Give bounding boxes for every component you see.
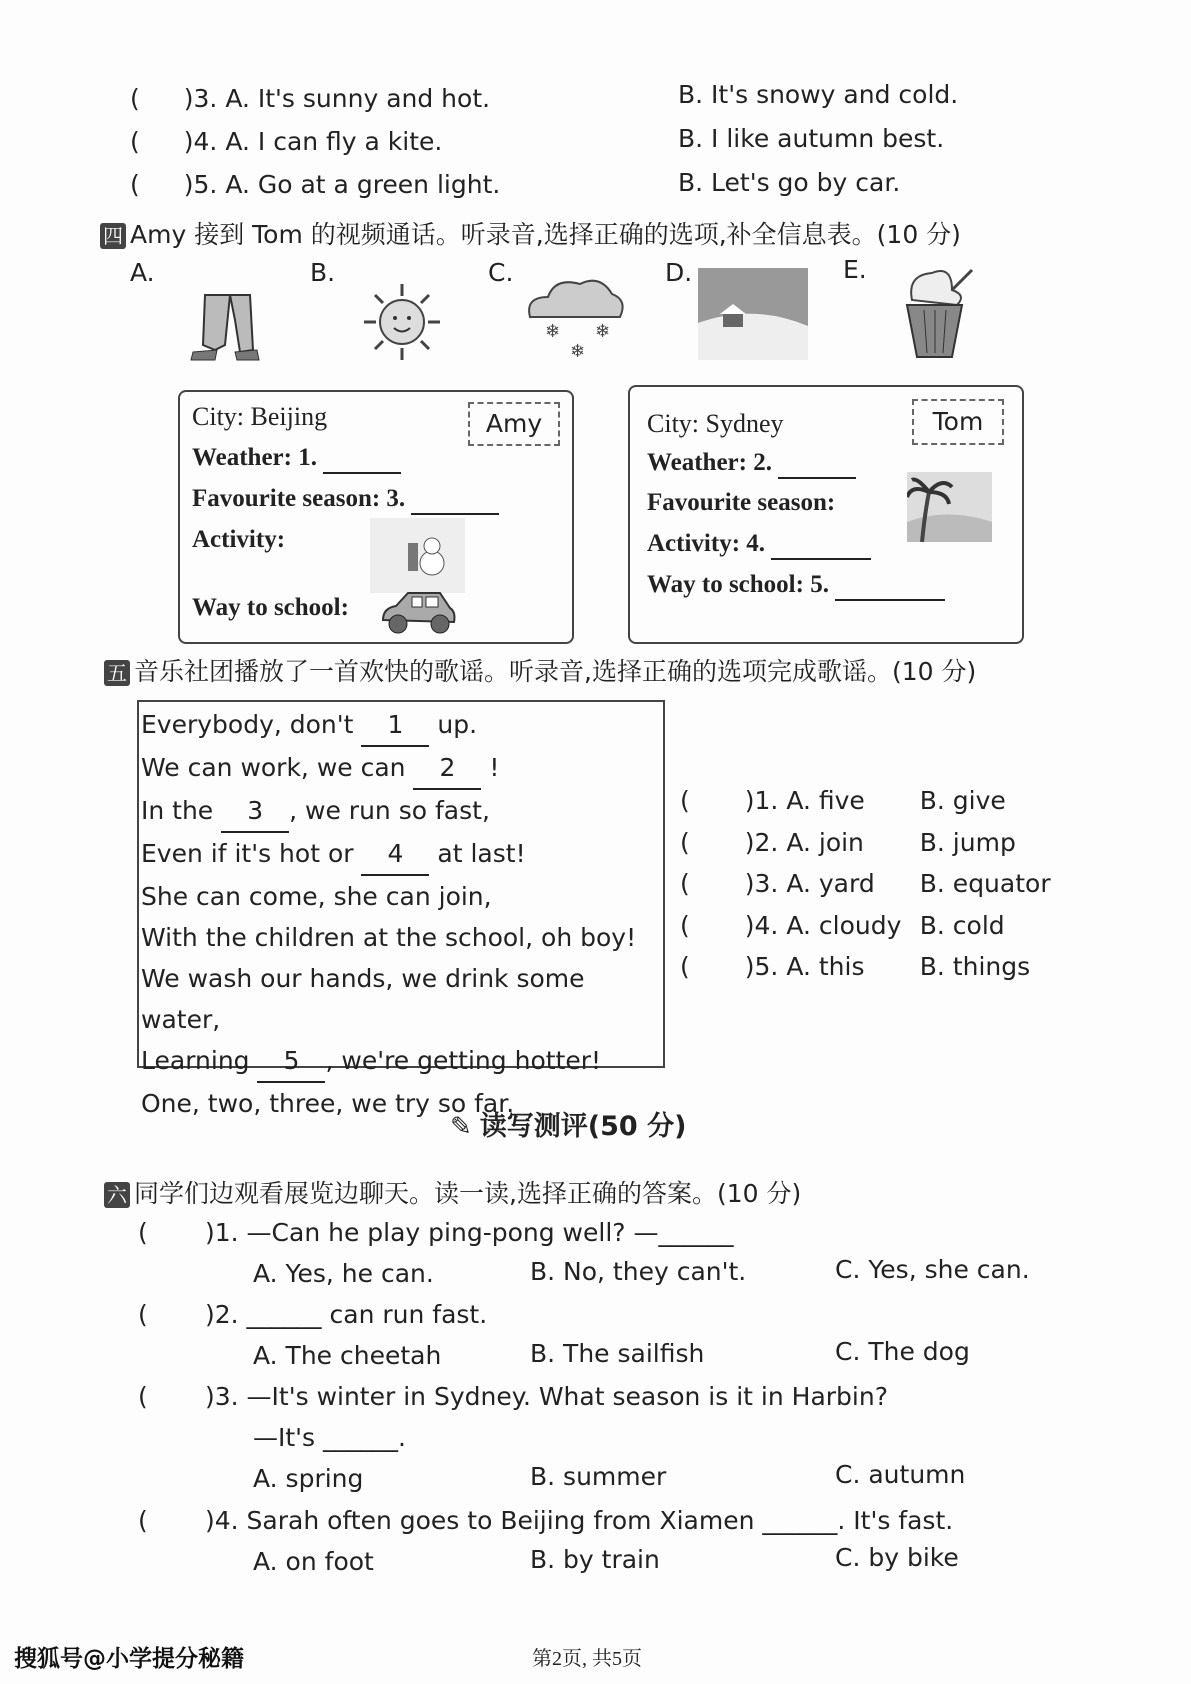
section-title: 四 Amy 接到 Tom 的视频通话。听录音,选择正确的选项,补全信息表。(10 分) — [100, 215, 961, 251]
song-line: We can work, we can 2 ! — [141, 747, 663, 790]
beach-palm-picture — [907, 472, 992, 542]
option-row: ( )1. A. five B. give — [680, 786, 1006, 815]
song-line: Learning 5 , we're getting hotter! — [141, 1040, 663, 1083]
option-a: A. spring — [253, 1464, 364, 1493]
name-tag: Amy — [468, 402, 560, 446]
song-line: We wash our hands, we drink some water, — [141, 964, 585, 1034]
blank: 5 — [257, 1040, 325, 1083]
song-line: In the 3 , we run so fast, — [141, 790, 663, 833]
option-c: C. Yes, she can. — [835, 1255, 1030, 1284]
city: City: Sydney — [647, 409, 784, 438]
answer-paren[interactable]: ( — [138, 1382, 148, 1411]
reading-writing-heading: ✎ 读写测评(50 分) — [450, 1111, 687, 1142]
option-row: ( )3. A. yard B. equator — [680, 869, 1051, 898]
option-c: C. The dog — [835, 1337, 970, 1366]
option-b: B. It's snowy and cold. — [678, 80, 959, 109]
answer-paren[interactable]: ( — [138, 1218, 148, 1247]
question-text: —It's ______. — [253, 1423, 406, 1452]
snowy-landscape-icon — [698, 268, 808, 360]
answer-paren[interactable]: ( — [138, 1506, 148, 1535]
option-a: A. Yes, he can. — [253, 1259, 434, 1288]
letter-d: D. — [665, 258, 693, 287]
option-a: A. on foot — [253, 1547, 374, 1576]
watermark: 搜狐号@小学提分秘籍 — [14, 1646, 244, 1672]
letter-b: B. — [310, 258, 336, 287]
option-b: B. I like autumn best. — [678, 124, 945, 153]
svg-text:❄: ❄ — [545, 321, 561, 342]
option-row: ( )5. A. this B. things — [680, 952, 1031, 981]
part3-row: ( )5. A. Go at a green light. — [130, 170, 501, 199]
trousers-icon — [185, 290, 265, 365]
part3-row: ( )4. A. I can fly a kite. — [130, 127, 443, 156]
song-line: She can come, she can join, — [141, 882, 492, 911]
blank: 3 — [221, 790, 289, 833]
option-b: B. The sailfish — [530, 1339, 705, 1368]
svg-text:❄: ❄ — [570, 341, 586, 362]
section-title: 五 音乐社团播放了一首欢快的歌谣。听录音,选择正确的选项完成歌谣。(10 分) — [104, 652, 976, 688]
song-options — [680, 780, 1051, 988]
option-c: C. autumn — [835, 1460, 966, 1489]
season-field: Favourite season: 3. — [192, 485, 499, 515]
question-text: )1. —Can he play ping-pong well? —______ — [205, 1218, 734, 1247]
option-b: B. by train — [530, 1545, 660, 1574]
option-row: ( )2. A. join B. jump — [680, 827, 1016, 857]
page-number: 第2页, 共5页 — [532, 1648, 642, 1670]
question-text: )2. ______ can run fast. — [205, 1300, 488, 1329]
pen-icon: ✎ — [450, 1112, 472, 1142]
letter-e: E. — [843, 255, 867, 284]
way-label: Way to school: — [192, 594, 349, 621]
option-row: ( )4. A. cloudy B. cold — [680, 910, 1005, 940]
activity-label: Activity: — [192, 526, 286, 553]
song-line: With the children at the school, oh boy! — [141, 923, 637, 952]
activity-field: Activity: 4. — [647, 530, 871, 560]
question-text: )4. Sarah often goes to Beijing from Xiamen ______. It's fast. — [205, 1506, 954, 1535]
car-icon — [378, 588, 458, 636]
season-label: Favourite season: — [647, 489, 836, 516]
answer-paren[interactable]: ( — [138, 1300, 148, 1329]
song-line: One, two, three, we try so far. — [141, 1089, 515, 1118]
option-b: B. summer — [530, 1462, 667, 1491]
tom-info-card — [628, 385, 1024, 644]
option-a: A. The cheetah — [253, 1341, 442, 1370]
blank: 4 — [361, 833, 429, 876]
song-line: Even if it's hot or 4 at last! — [141, 833, 663, 876]
snowman-picture — [370, 518, 465, 593]
city: City: Beijing — [192, 402, 328, 431]
snow-cloud-icon — [520, 272, 630, 364]
blank: 2 — [413, 747, 481, 790]
weather-field: Weather: 2. — [647, 449, 856, 479]
option-b: B. Let's go by car. — [678, 168, 901, 197]
option-c: C. by bike — [835, 1543, 959, 1572]
section-title: 六 同学们边观看展览边聊天。读一读,选择正确的答案。(10 分) — [104, 1174, 801, 1210]
amy-info-card — [178, 390, 574, 644]
blank: 1 — [361, 704, 429, 747]
letter-c: C. — [488, 258, 514, 287]
way-field: Way to school: 5. — [647, 571, 945, 601]
part3-row: ( )3. A. It's sunny and hot. — [130, 84, 491, 113]
song-box — [137, 700, 665, 1118]
sun-icon — [362, 282, 442, 362]
svg-text:❄: ❄ — [595, 321, 611, 342]
song-line: Everybody, don't 1 up. — [141, 704, 663, 747]
question-text: )3. —It's winter in Sydney. What season is it in Harbin? — [205, 1382, 888, 1411]
name-tag: Tom — [912, 399, 1004, 445]
ice-cream-icon — [892, 265, 982, 365]
weather-field: Weather: 1. — [192, 444, 401, 474]
letter-a: A. — [130, 258, 155, 287]
option-b: B. No, they can't. — [530, 1257, 747, 1286]
